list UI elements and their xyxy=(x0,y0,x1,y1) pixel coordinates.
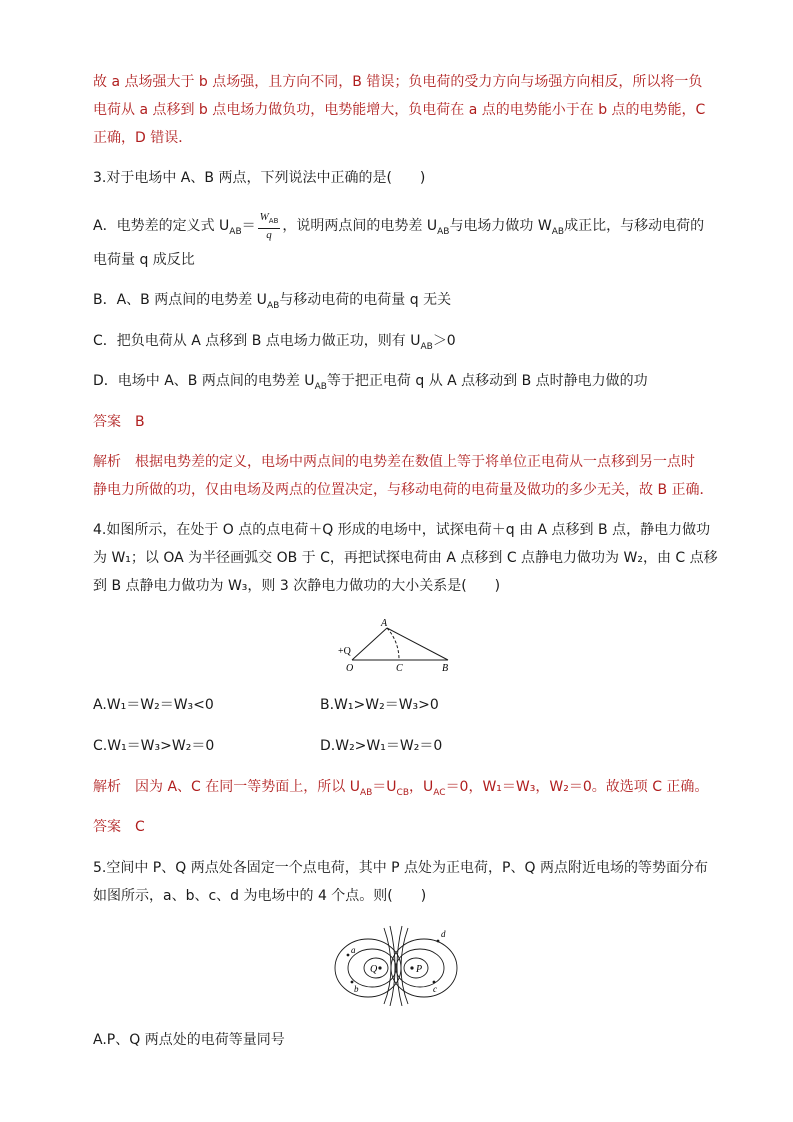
question-3-stem: 3.对于电场中 A、B 两点，下列说法中正确的是( ) xyxy=(93,170,426,186)
fraction xyxy=(258,210,281,242)
explanation-4-text: ，U xyxy=(409,779,434,795)
question-4-line-3: 到 B 点静电力做功为 W₃，则 3 次静电力做功的大小关系是( ) xyxy=(93,578,501,594)
option-a-text: ，说明两点间的电势差 U xyxy=(282,218,438,235)
explanation-line-3: 正确，D 错误． xyxy=(93,130,193,146)
label-a: A xyxy=(381,618,388,629)
question-3-option-b xyxy=(93,290,451,316)
answer-3: 答案 B xyxy=(93,414,145,430)
option-d-text: 等于把正电荷 q 从 A 点移动到 B 点时静电力做的功 xyxy=(326,373,648,389)
subscript: AB xyxy=(266,300,280,311)
option-a-text: 与电场力做功 W xyxy=(449,218,552,235)
label-d: d xyxy=(441,929,446,939)
label-o: O xyxy=(346,663,354,674)
question-4-option-d: D.W₂>W₁＝W₂＝0 xyxy=(320,738,443,754)
option-b-text: 与移动电荷的电荷量 q 无关 xyxy=(279,292,452,308)
question-3-option-d xyxy=(93,371,648,397)
question-5-line-1: 5.空间中 P、Q 两点处各固定一个点电荷，其中 P 点处为正电荷，P、Q 两点附近电场的等势面分布 xyxy=(93,860,708,876)
triangle-figure xyxy=(330,612,460,674)
equals: ＝ xyxy=(241,218,256,235)
subscript: AB xyxy=(359,787,373,798)
question-4-line-2: 为 W₁；以 OA 为半径画弧交 OB 于 C，再把试探电荷由 A 点移到 C 点静电力做功为 W₂，由 C 点移 xyxy=(93,550,718,566)
question-4-option-c: C.W₁＝W₃>W₂＝0 xyxy=(93,738,215,754)
question-3-option-c xyxy=(93,331,456,357)
option-a-text: A．电势差的定义式 U xyxy=(93,218,230,235)
subscript: AB xyxy=(229,226,242,237)
subscript: AB xyxy=(268,217,279,226)
question-3-option-a-line-2: 电荷量 q 成反比 xyxy=(93,252,195,268)
explanation-4 xyxy=(93,777,708,803)
label-b: B xyxy=(442,663,449,674)
label-q: Q xyxy=(370,964,378,975)
equipotential-figure xyxy=(334,924,458,1006)
explanation-3-line-2: 静电力所做的功，仅由电场及两点的位置决定，与移动电荷的电荷量及做功的多少无关，故 B 正确． xyxy=(93,482,714,498)
explanation-3-line-1: 解析 根据电势差的定义，电场中两点间的电势差在数值上等于将单位正电荷从一点移到另一点时 xyxy=(93,454,695,470)
explanation-4-text: ＝0，W₁＝W₃，W₂＝0。故选项 C 正确。 xyxy=(445,779,709,795)
label-c: C xyxy=(396,663,403,674)
fraction-denominator: q xyxy=(266,229,272,242)
option-b-text: B．A、B 两点间的电势差 U xyxy=(93,292,267,308)
subscript: AB xyxy=(437,226,450,237)
label-b: b xyxy=(354,984,359,994)
explanation-4-text: 解析 因为 A、C 在同一等势面上，所以 U xyxy=(93,779,360,795)
label-a: a xyxy=(351,945,356,955)
answer-4: 答案 C xyxy=(93,819,145,835)
subscript: AB xyxy=(420,341,433,352)
fraction-numerator: W xyxy=(259,211,269,223)
label-p: P xyxy=(416,964,423,975)
subscript: AC xyxy=(433,787,446,798)
question-3-option-a xyxy=(93,210,704,242)
explanation-4-text: ＝U xyxy=(372,779,397,795)
question-5-option-a: A.P、Q 两点处的电荷等量同号 xyxy=(93,1032,285,1048)
subscript: AB xyxy=(314,381,327,392)
question-4-option-a: A.W₁＝W₂＝W₃<0 xyxy=(93,697,214,713)
question-4-option-b: B.W₁>W₂＝W₃>0 xyxy=(320,697,439,713)
option-a-text: 成正比，与移动电荷的 xyxy=(564,218,705,235)
question-4-line-1: 4.如图所示，在处于 O 点的点电荷＋Q 形成的电场中，试探电荷＋q 由 A 点移到 B 点，静电力做功 xyxy=(93,522,711,538)
subscript: CB xyxy=(396,787,410,798)
question-5-line-2: 如图所示，a、b、c、d 为电场中的 4 个点。则( ) xyxy=(93,888,427,904)
explanation-line-2: 电荷从 a 点移到 b 点电场力做负功，电势能增大，负电荷在 a 点的电势能小于在 b 点的电势能，C xyxy=(93,102,706,118)
option-c-text: ＞0 xyxy=(432,333,456,349)
option-c-text: C．把负电荷从 A 点移到 B 点电场力做正功，则有 U xyxy=(93,333,421,349)
option-d-text: D．电场中 A、B 两点间的电势差 U xyxy=(93,373,315,389)
label-plus-q: +Q xyxy=(338,646,351,657)
subscript: AB xyxy=(551,226,565,237)
label-c: c xyxy=(433,984,437,994)
explanation-line-1: 故 a 点场强大于 b 点场强，且方向不同，B 错误；负电荷的受力方向与场强方向相反，所以将一负 xyxy=(93,74,703,90)
